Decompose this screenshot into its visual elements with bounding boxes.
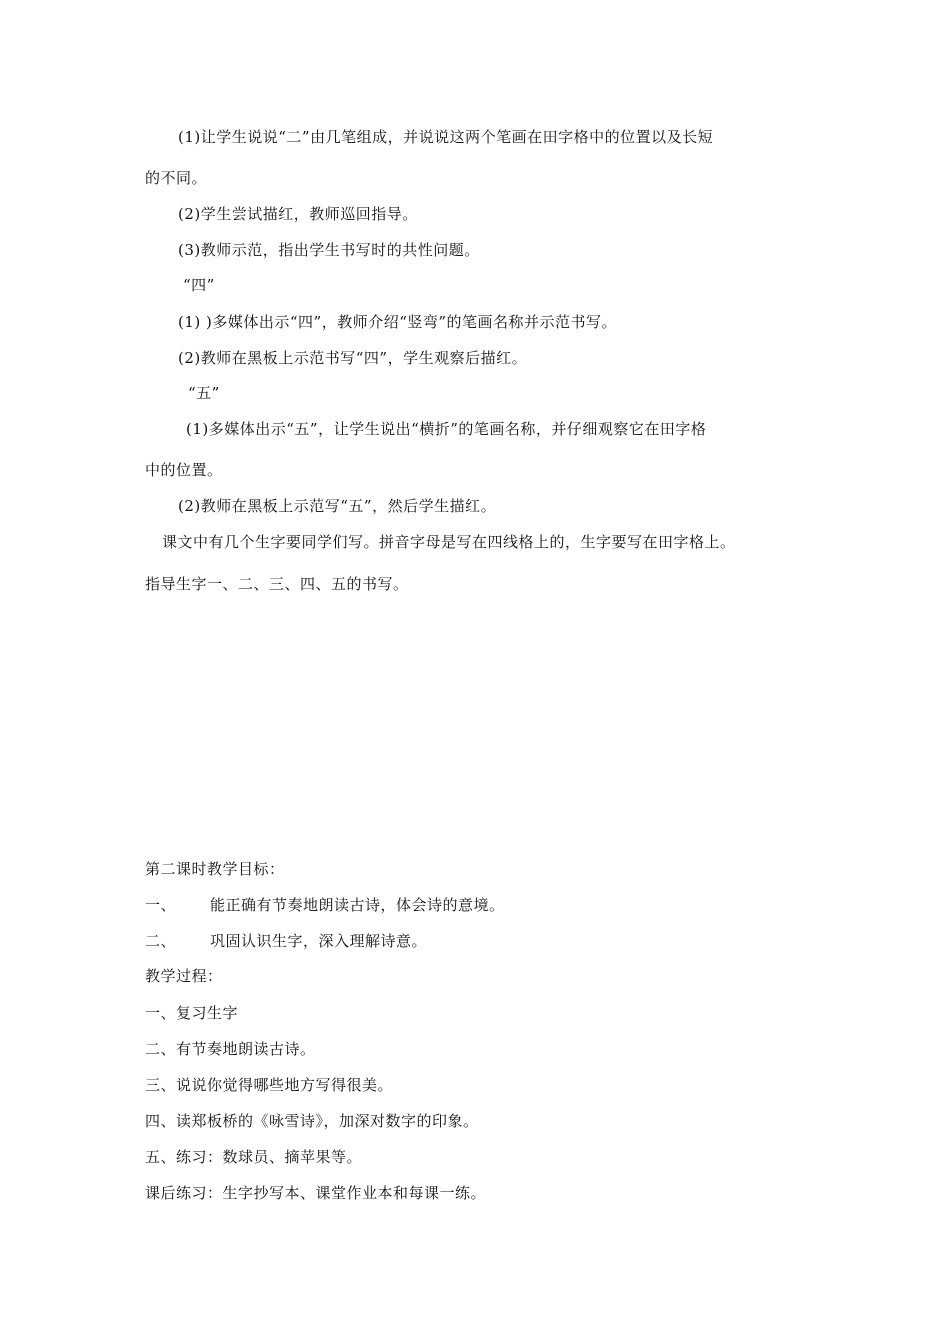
summary-line2: 指导生字一、二、三、四、五的书写。 bbox=[145, 575, 409, 593]
process-step: 一、复习生字 bbox=[145, 1004, 239, 1022]
process-step: 二、有节奏地朗读古诗。 bbox=[145, 1040, 316, 1058]
paragraph-wu-step1-line1: (1)多媒体出示“五”，让学生说出“横折”的笔画名称，并仔细观察它在田字格 bbox=[186, 420, 707, 438]
goal-text: 能正确有节奏地朗读古诗，体会诗的意境。 bbox=[210, 896, 505, 914]
process-title: 教学过程： bbox=[145, 967, 223, 985]
homework-line: 课后练习：生字抄写本、课堂作业本和每课一练。 bbox=[145, 1184, 487, 1202]
goal-number: 二、 bbox=[145, 932, 177, 950]
goal-text: 巩固认识生字，深入理解诗意。 bbox=[210, 932, 428, 950]
paragraph-er-step3: (3)教师示范，指出学生书写时的共性问题。 bbox=[178, 241, 480, 259]
goal-item bbox=[145, 931, 427, 951]
heading-si: “四” bbox=[183, 276, 215, 294]
process-step: 四、读郑板桥的《咏雪诗》，加深对数字的印象。 bbox=[145, 1112, 479, 1130]
goal-item bbox=[145, 895, 505, 915]
paragraph-er-step1-line2: 的不同。 bbox=[145, 169, 208, 187]
paragraph-er-step2: (2)学生尝试描红，教师巡回指导。 bbox=[178, 205, 418, 223]
paragraph-er-step1-line1: (1)让学生说说“二”由几笔组成，并说说这两个笔画在田字格中的位置以及长短 bbox=[178, 128, 714, 146]
process-step: 三、说说你觉得哪些地方写得很美。 bbox=[145, 1076, 394, 1094]
summary-line1: 课文中有几个生字要同学们写。拼音字母是写在四线格上的，生字要写在田字格上。 bbox=[162, 533, 736, 551]
goal-number: 一、 bbox=[145, 896, 177, 914]
paragraph-si-step2: (2)教师在黑板上示范书写“四”，学生观察后描红。 bbox=[178, 349, 528, 367]
process-step: 五、练习：数球员、摘苹果等。 bbox=[145, 1148, 363, 1166]
paragraph-wu-step1-line2: 中的位置。 bbox=[145, 461, 223, 479]
paragraph-si-step1: (1) )多媒体出示“四”，教师介绍“竖弯”的笔画名称并示范书写。 bbox=[178, 313, 618, 331]
paragraph-wu-step2: (2)教师在黑板上示范写“五”，然后学生描红。 bbox=[178, 497, 497, 515]
heading-wu: “五” bbox=[188, 384, 220, 402]
goals-title: 第二课时教学目标： bbox=[145, 860, 285, 878]
